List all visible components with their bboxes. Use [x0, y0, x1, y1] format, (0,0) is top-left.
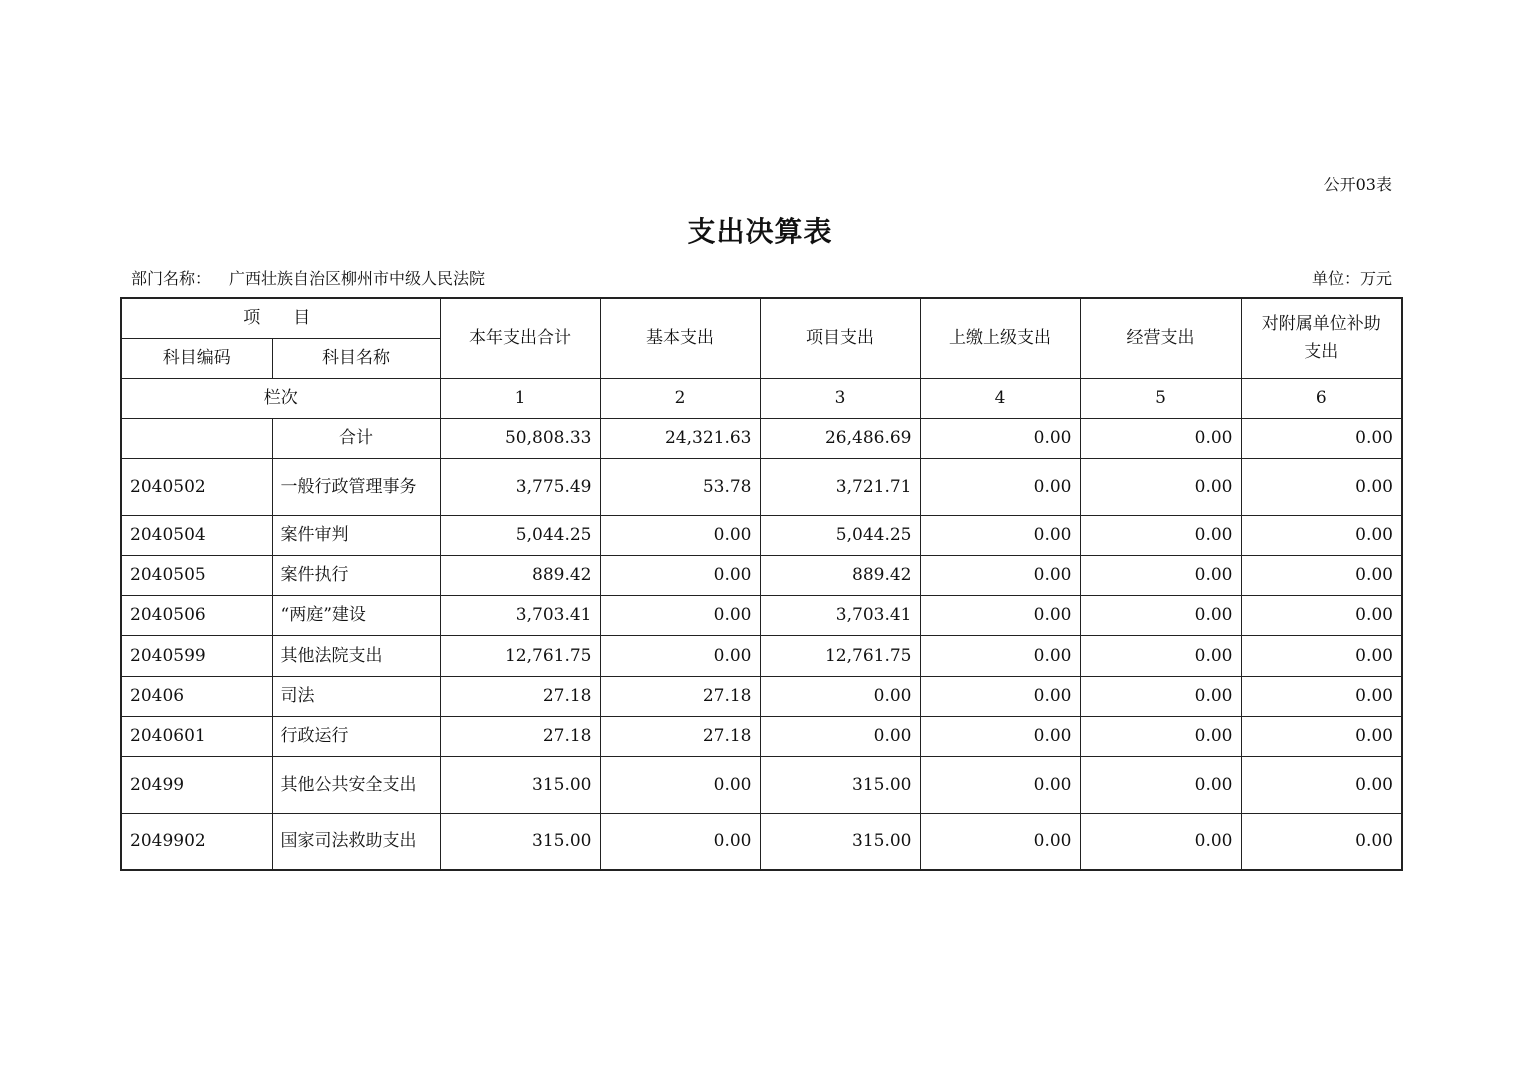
row-value: 0.00	[1241, 515, 1402, 555]
column-number: 3	[760, 378, 920, 418]
row-name: 其他公共安全支出	[272, 756, 440, 813]
header-total: 本年支出合计	[440, 298, 600, 378]
total-row	[121, 418, 1402, 458]
row-value: 0.00	[760, 676, 920, 716]
row-value: 27.18	[600, 716, 760, 756]
row-value: 315.00	[440, 756, 600, 813]
row-value: 0.00	[1241, 813, 1402, 870]
row-value: 0.00	[1241, 595, 1402, 635]
row-name: 国家司法救助支出	[272, 813, 440, 870]
row-value: 0.00	[1080, 458, 1241, 515]
row-value: 0.00	[920, 756, 1080, 813]
header-project: 项目支出	[760, 298, 920, 378]
header-code: 科目编码	[121, 338, 272, 378]
column-number: 4	[920, 378, 1080, 418]
row-value: 12,761.75	[760, 635, 920, 676]
row-value: 12,761.75	[440, 635, 600, 676]
table-row	[121, 555, 1402, 595]
row-name: 其他法院支出	[272, 635, 440, 676]
total-value: 50,808.33	[440, 418, 600, 458]
row-value: 27.18	[440, 676, 600, 716]
row-value: 0.00	[1241, 756, 1402, 813]
row-value: 27.18	[600, 676, 760, 716]
row-value: 0.00	[1080, 676, 1241, 716]
row-value: 3,775.49	[440, 458, 600, 515]
column-number: 6	[1241, 378, 1402, 418]
row-value: 0.00	[600, 813, 760, 870]
row-name: 案件执行	[272, 555, 440, 595]
row-value: 0.00	[600, 595, 760, 635]
row-code: 20406	[121, 676, 272, 716]
row-value: 5,044.25	[760, 515, 920, 555]
row-value: 0.00	[1080, 756, 1241, 813]
row-value: 0.00	[920, 716, 1080, 756]
department-label: 部门名称：	[131, 269, 212, 288]
table-row	[121, 676, 1402, 716]
row-value: 0.00	[1241, 676, 1402, 716]
department-value: 广西壮族自治区柳州市中级人民法院	[229, 269, 486, 288]
row-code: 2040601	[121, 716, 272, 756]
row-name: 案件审判	[272, 515, 440, 555]
total-value: 26,486.69	[760, 418, 920, 458]
row-value: 0.00	[920, 635, 1080, 676]
row-name: 一般行政管理事务	[272, 458, 440, 515]
report-meta	[131, 266, 1392, 289]
row-value: 0.00	[920, 676, 1080, 716]
row-value: 0.00	[1080, 555, 1241, 595]
row-value: 0.00	[760, 716, 920, 756]
header-basic: 基本支出	[600, 298, 760, 378]
row-value: 889.42	[760, 555, 920, 595]
row-value: 27.18	[440, 716, 600, 756]
total-code-cell	[121, 418, 272, 458]
row-value: 0.00	[600, 515, 760, 555]
table-row	[121, 813, 1402, 870]
row-value: 315.00	[760, 756, 920, 813]
table-row	[121, 716, 1402, 756]
table-row	[121, 595, 1402, 635]
row-value: 0.00	[1241, 716, 1402, 756]
header-business: 经营支出	[1080, 298, 1241, 378]
row-value: 0.00	[920, 458, 1080, 515]
row-name: “两庭”建设	[272, 595, 440, 635]
row-value: 0.00	[920, 555, 1080, 595]
total-value: 0.00	[1080, 418, 1241, 458]
row-value: 315.00	[760, 813, 920, 870]
row-name: 司法	[272, 676, 440, 716]
header-upper: 上缴上级支出	[920, 298, 1080, 378]
page-title: 支出决算表	[687, 215, 833, 248]
row-value: 0.00	[1080, 595, 1241, 635]
row-code: 2040504	[121, 515, 272, 555]
row-value: 3,721.71	[760, 458, 920, 515]
row-value: 3,703.41	[760, 595, 920, 635]
expenditure-table	[120, 297, 1403, 871]
row-value: 889.42	[440, 555, 600, 595]
table-row	[121, 458, 1402, 515]
column-number: 5	[1080, 378, 1241, 418]
row-value: 5,044.25	[440, 515, 600, 555]
row-code: 2049902	[121, 813, 272, 870]
row-name: 行政运行	[272, 716, 440, 756]
row-value: 0.00	[600, 635, 760, 676]
column-number-label: 栏次	[121, 378, 440, 418]
row-value: 0.00	[1241, 555, 1402, 595]
header-item: 项 目	[121, 298, 440, 338]
row-value: 0.00	[600, 555, 760, 595]
row-code: 2040506	[121, 595, 272, 635]
table-row	[121, 515, 1402, 555]
row-value: 0.00	[1080, 716, 1241, 756]
row-value: 53.78	[600, 458, 760, 515]
row-value: 0.00	[1080, 515, 1241, 555]
table-row	[121, 635, 1402, 676]
row-code: 2040505	[121, 555, 272, 595]
row-value: 0.00	[1080, 813, 1241, 870]
row-value: 0.00	[1080, 635, 1241, 676]
header-subsidy: 对附属单位补助支出	[1241, 298, 1402, 378]
row-value: 0.00	[1241, 635, 1402, 676]
row-value: 0.00	[920, 515, 1080, 555]
row-value: 3,703.41	[440, 595, 600, 635]
total-value: 24,321.63	[600, 418, 760, 458]
row-value: 0.00	[1241, 458, 1402, 515]
header-name: 科目名称	[272, 338, 440, 378]
row-value: 0.00	[920, 595, 1080, 635]
row-value: 0.00	[600, 756, 760, 813]
table-row	[121, 756, 1402, 813]
row-code: 2040502	[121, 458, 272, 515]
unit-label: 单位：万元	[1311, 269, 1392, 288]
total-value: 0.00	[920, 418, 1080, 458]
row-value: 315.00	[440, 813, 600, 870]
column-number: 2	[600, 378, 760, 418]
total-label: 合计	[272, 418, 440, 458]
column-number: 1	[440, 378, 600, 418]
form-number: 公开03表	[1323, 175, 1392, 194]
row-value: 0.00	[920, 813, 1080, 870]
total-value: 0.00	[1241, 418, 1402, 458]
department-info	[131, 266, 485, 289]
row-code: 20499	[121, 756, 272, 813]
row-code: 2040599	[121, 635, 272, 676]
